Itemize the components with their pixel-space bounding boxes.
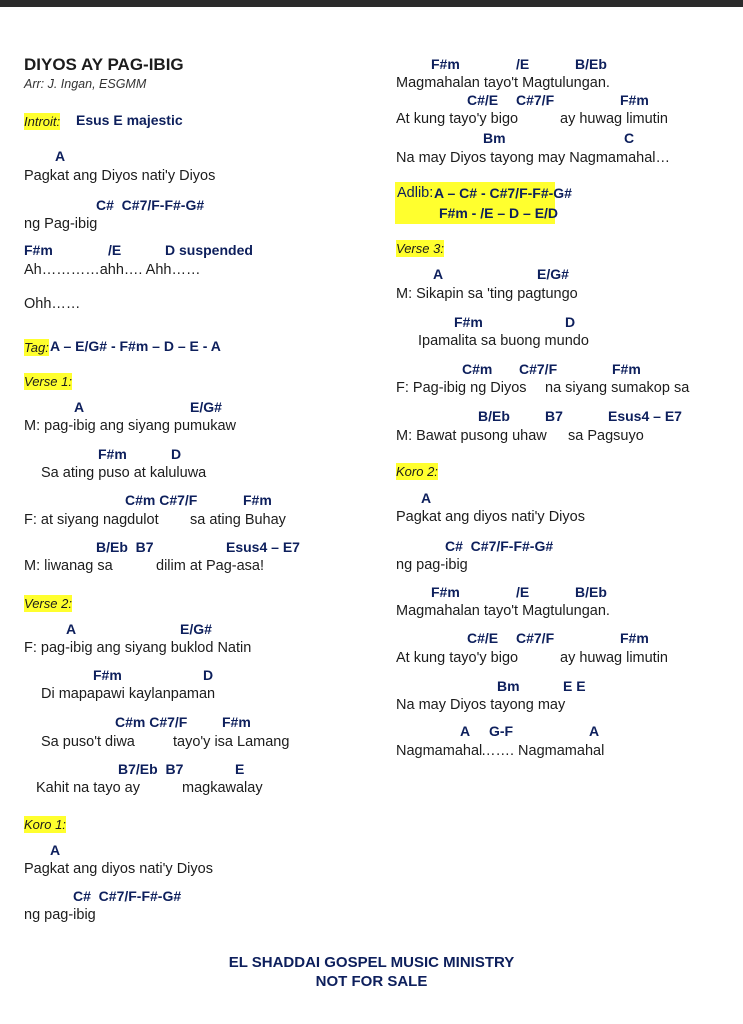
not-for-sale-notice: NOT FOR SALE (315, 973, 428, 990)
adlib-chords: A – C# - C#7/F-F#-G# (434, 185, 572, 201)
lyric-line: tayo'y isa Lamang (173, 734, 290, 750)
chord: Esus4 – E7 (608, 408, 682, 424)
top-edge-bar (0, 0, 743, 7)
lyric-line: ng Pag-ibig (24, 216, 98, 232)
verse2-label: Verse 2: (24, 596, 72, 611)
chord: E/G# (537, 266, 569, 282)
chord: Esus4 – E7 (226, 539, 300, 555)
lyric-line: At kung tayo'y bigo (396, 650, 519, 666)
lyric-line: M: Sikapin sa 'ting pagtungo (396, 286, 578, 302)
chord: F#m (431, 56, 460, 72)
intro-label: Introit: (24, 114, 61, 129)
chord: A (589, 723, 600, 739)
chord: A (433, 266, 444, 282)
lyric-line: Ipamalita sa buong mundo (418, 333, 589, 349)
lyric-line: Magmahalan tayo't Magtulungan. (396, 603, 610, 619)
chord: D (171, 446, 182, 462)
lyric-line: Di mapapawi kaylanpaman (41, 686, 216, 702)
lyric-line: Sa puso't diwa (41, 734, 135, 750)
ministry-name: EL SHADDAI GOSPEL MUSIC MINISTRY (228, 954, 515, 971)
lyric-line: Ohh…… (24, 296, 81, 312)
chord: F#m (612, 361, 641, 377)
chord: F#m (98, 446, 127, 462)
chord: B/Eb (575, 56, 607, 72)
lyric-line: M: liwanag sa (24, 558, 113, 574)
chord: B7/Eb B7 (118, 761, 184, 777)
lyric-line: Pagkat ang diyos nati'y Diyos (24, 861, 213, 877)
chord: A (50, 842, 61, 858)
song-title: DIYOS AY PAG-IBIG (24, 55, 184, 74)
lyric-line: ay huwag limutin (560, 650, 668, 666)
lyric-line: Na may Diyos tayong may (396, 697, 566, 713)
lyric-line: ng pag-ibig (396, 557, 468, 573)
verse3-label: Verse 3: (396, 241, 444, 256)
chord: C#m C#7/F (125, 492, 198, 508)
lyric-line: F: at siyang nagdulot (24, 512, 159, 528)
chord: F#m (222, 714, 251, 730)
chord: C#/E (467, 92, 499, 108)
chord: /E (108, 242, 122, 258)
chord: F#m (243, 492, 272, 508)
tag-chords: A – E/G# - F#m – D – E - A (50, 338, 221, 354)
chord: B/Eb (575, 584, 607, 600)
lyric-line: Ah…………ahh…. Ahh…… (24, 262, 201, 278)
chord: C#7/F (519, 361, 558, 377)
verse1-label: Verse 1: (24, 374, 72, 389)
koro2-label: Koro 2: (396, 464, 438, 479)
chord: C# C#7/F-F#-G# (73, 888, 182, 904)
chord: D (565, 314, 576, 330)
chord: C#m (462, 361, 493, 377)
lyric-line: Sa ating puso at kaluluwa (41, 465, 207, 481)
koro1-label: Koro 1: (24, 817, 66, 832)
chord: E/G# (180, 621, 212, 637)
chord: D (203, 667, 214, 683)
lyric-line: Na may Diyos tayong may Nagmamahal… (396, 150, 670, 166)
lyric-line: magkawalay (182, 780, 263, 796)
chord: E/G# (190, 399, 222, 415)
lyric-line: M: Bawat pusong uhaw (396, 428, 547, 444)
chord: C (624, 130, 635, 146)
lyric-line: ng pag-ibig (24, 907, 96, 923)
chord: B/Eb (478, 408, 510, 424)
chord: C#/E (467, 630, 499, 646)
chord: Bm (497, 678, 520, 694)
chord: A (74, 399, 85, 415)
chord: A (421, 490, 432, 506)
lyric-line: sa ating Buhay (190, 512, 286, 528)
lyric-line: sa Pagsuyo (568, 428, 644, 444)
chord: Bm (483, 130, 506, 146)
lyric-line: At kung tayo'y bigo (396, 111, 519, 127)
chord: A (460, 723, 471, 739)
lyric-line: na siyang sumakop sa (545, 380, 690, 396)
chord: D suspended (165, 242, 253, 258)
chord: G-F (489, 723, 514, 739)
chord: F#m (24, 242, 53, 258)
chord: /E (516, 584, 530, 600)
chord: B/Eb B7 (96, 539, 154, 555)
tag-label: Tag: (24, 340, 49, 355)
adlib-label: Adlib: (397, 185, 434, 201)
chord: E (235, 761, 245, 777)
chord: C#7/F (516, 92, 555, 108)
chord: C# C#7/F-F#-G# (96, 197, 205, 213)
adlib-chords: F#m - /E – D – E/D (439, 205, 559, 221)
chord: F#m (431, 584, 460, 600)
chord: A (55, 148, 66, 164)
chord: F#m (620, 92, 649, 108)
chord: A (66, 621, 77, 637)
chord: F#m (93, 667, 122, 683)
lyric-line: F: Pag-ibig ng Diyos (396, 380, 527, 396)
lyric-line: ay huwag limutin (560, 111, 668, 127)
arranger: Arr: J. Ingan, ESGMM (24, 77, 147, 91)
chord: /E (516, 56, 530, 72)
lyric-line: ……. Nagmamahal (481, 743, 605, 759)
lyric-line: M: pag-ibig ang siyang pumukaw (24, 418, 236, 434)
lyric-line: Nagmamahal (396, 743, 483, 759)
chord: C# C#7/F-F#-G# (445, 538, 554, 554)
chord: C#m C#7/F (115, 714, 188, 730)
lyric-line: Magmahalan tayo't Magtulungan. (396, 75, 610, 91)
lyric-line: F: pag-ibig ang siyang buklod Natin (24, 640, 252, 656)
lyric-line: Kahit na tayo ay (36, 780, 140, 796)
chord: F#m (454, 314, 483, 330)
chord: F#m (620, 630, 649, 646)
lyric-line: Pagkat ang Diyos nati'y Diyos (24, 168, 216, 184)
lyric-line: Pagkat ang diyos nati'y Diyos (396, 509, 585, 525)
chord: E E (563, 678, 586, 694)
intro-chords: Esus E majestic (76, 112, 183, 128)
lyric-line: dilim at Pag-asa! (156, 558, 264, 574)
chord: C#7/F (516, 630, 555, 646)
chord: B7 (545, 408, 563, 424)
